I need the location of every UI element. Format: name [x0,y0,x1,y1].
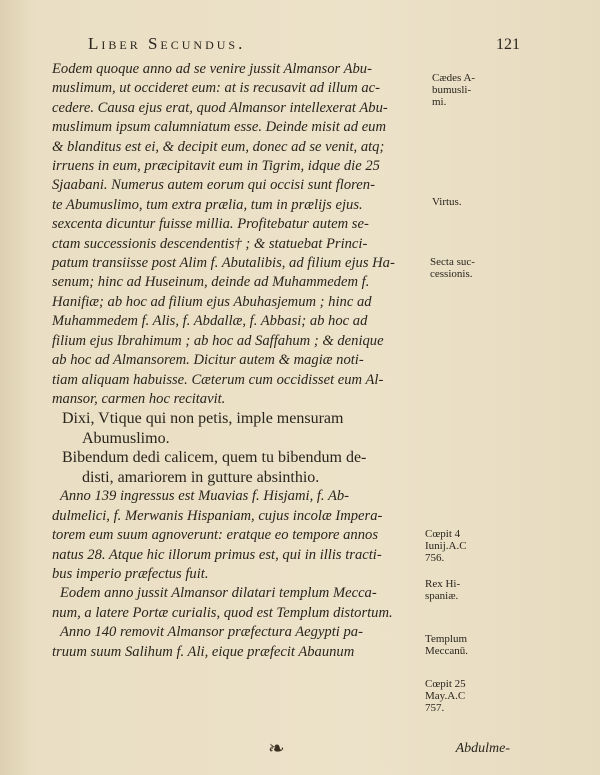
margin-note-line: Cœpit 4 [425,528,461,540]
margin-note-line: bumusli- [432,84,472,96]
margin-note-line: Cœpit 25 [425,678,466,690]
running-head: Liber Secundus. [88,34,246,53]
margin-note-line: spaniæ. [425,590,459,602]
margin-note-line: 756. [425,552,445,564]
margin-note-line: Rex Hi- [425,578,461,590]
text-line: te Abumuslimo, tum extra prælia, tum in prælijs ejus. [52,196,363,213]
verse-line: disti, amariorem in gutture absinthio. [82,468,320,486]
paragraph-salihum [52,623,428,662]
fleuron-ornament-icon: ❧ [268,738,285,760]
text-line: Anno 139 ingressus est Muavias f. Hisjami, f. Ab- [60,488,350,505]
margin-note-line: Cædes A- [432,72,476,84]
margin-note-line: May.A.C [425,690,466,702]
verse-block [52,409,428,487]
text-line: Hanifiæ; ab hoc ad filium ejus Abuhasjemum ; hinc ad [52,293,372,310]
verse-line: Abumuslimo. [82,429,170,447]
text-line: torem eum suum agnoverunt: eratque eo tempore annos [52,527,379,544]
text-line: ctam successionis descendentis† ; & statuebat Princi- [52,235,368,252]
text-line: num, a latere Portæ curialis, quod est Templum distortum. [52,604,393,621]
text-line: & blanditus est ei, & decipit eum, donec ad se venit, atq; [52,138,385,155]
text-line: tiam aliquam habuisse. Cæterum cum occidisset eum Al- [52,371,384,388]
main-text [52,60,428,662]
margin-note-line: mi. [432,96,447,108]
text-line: truum suum Salihum f. Ali, eique præfecit Abaunum [52,643,355,660]
text-line: bus imperio præfectus fuit. [52,565,209,582]
margin-note-line: Secta suc- [430,256,475,268]
text-line: filium ejus Ibrahimum ; ab hoc ad Saffahum ; & denique [52,332,384,349]
text-line: cedere. Causa ejus erat, quod Almansor intellexerat Abu- [52,99,388,116]
page-header [88,34,520,54]
margin-note-line: Meccanū. [425,645,469,657]
margin-note-caedes [432,72,512,108]
text-line: irruens in eum, præcipitavit eum in Tigrim, idque die 25 [52,158,380,175]
text-line: Eodem quoque anno ad se venire jussit Almansor Abu- [52,61,372,77]
margin-note-line: Iunij.A.C [425,540,467,552]
catchword: Abdulme- [455,741,510,756]
margin-note-rex-hispaniae [425,578,505,602]
paragraph-templum [52,584,428,623]
margin-note-virtus [432,196,512,208]
margin-note-line: Virtus. [432,196,462,208]
text-line: muslimum ipsum calumniatum esse. Deinde misit ad eum [52,119,387,136]
verse-line: Bibendum dedi calicem, quem tu bibendum de- [62,449,367,467]
paragraph-abumuslim [52,60,428,409]
margin-note-line: 757. [425,702,445,714]
margin-note-coepit-iunij [425,528,505,564]
text-line: Anno 140 removit Almansor præfectura Aegypti pa- [60,624,363,641]
text-line: natus 28. Atque hic illorum primus est, qui in illis tracti- [52,546,382,563]
text-line: muslimum, ut occideret eum: at is recusavit ad illum ac- [52,80,381,97]
text-line: Sjaabani. Numerus autem eorum qui occisi sunt floren- [52,177,375,194]
margin-note-secta [430,256,510,280]
text-line: ab hoc ad Almansorem. Dicitur autem & magiæ noti- [52,352,364,369]
text-line: Eodem anno jussit Almansor dilatari templum Mecca- [60,585,377,602]
margin-note-templum [425,633,505,657]
text-line: senum; hinc ad Huseinum, deinde ad Muhammedem f. [52,274,370,291]
text-line: mansor, carmen hoc recitavit. [52,390,226,407]
margin-note-coepit-may [425,678,505,714]
margin-note-line: cessionis. [430,268,473,280]
paragraph-muavias [52,487,428,584]
verse-line: Dixi, Vtique qui non petis, imple mensuram [62,410,344,428]
text-line: patum transiisse post Alim f. Abutalibis, ad filium ejus Ha- [52,255,395,272]
text-line: Muhammedem f. Alis, f. Abdallæ, f. Abbasi; ab hoc ad [52,313,368,330]
margin-note-line: Templum [425,633,468,645]
text-line: dulmelici, f. Merwanis Hispaniam, cujus incolæ Impera- [52,507,383,524]
page-number: 121 [496,36,520,53]
text-line: sexcenta dicuntur fuisse millia. Profitebatur autem se- [52,216,369,233]
